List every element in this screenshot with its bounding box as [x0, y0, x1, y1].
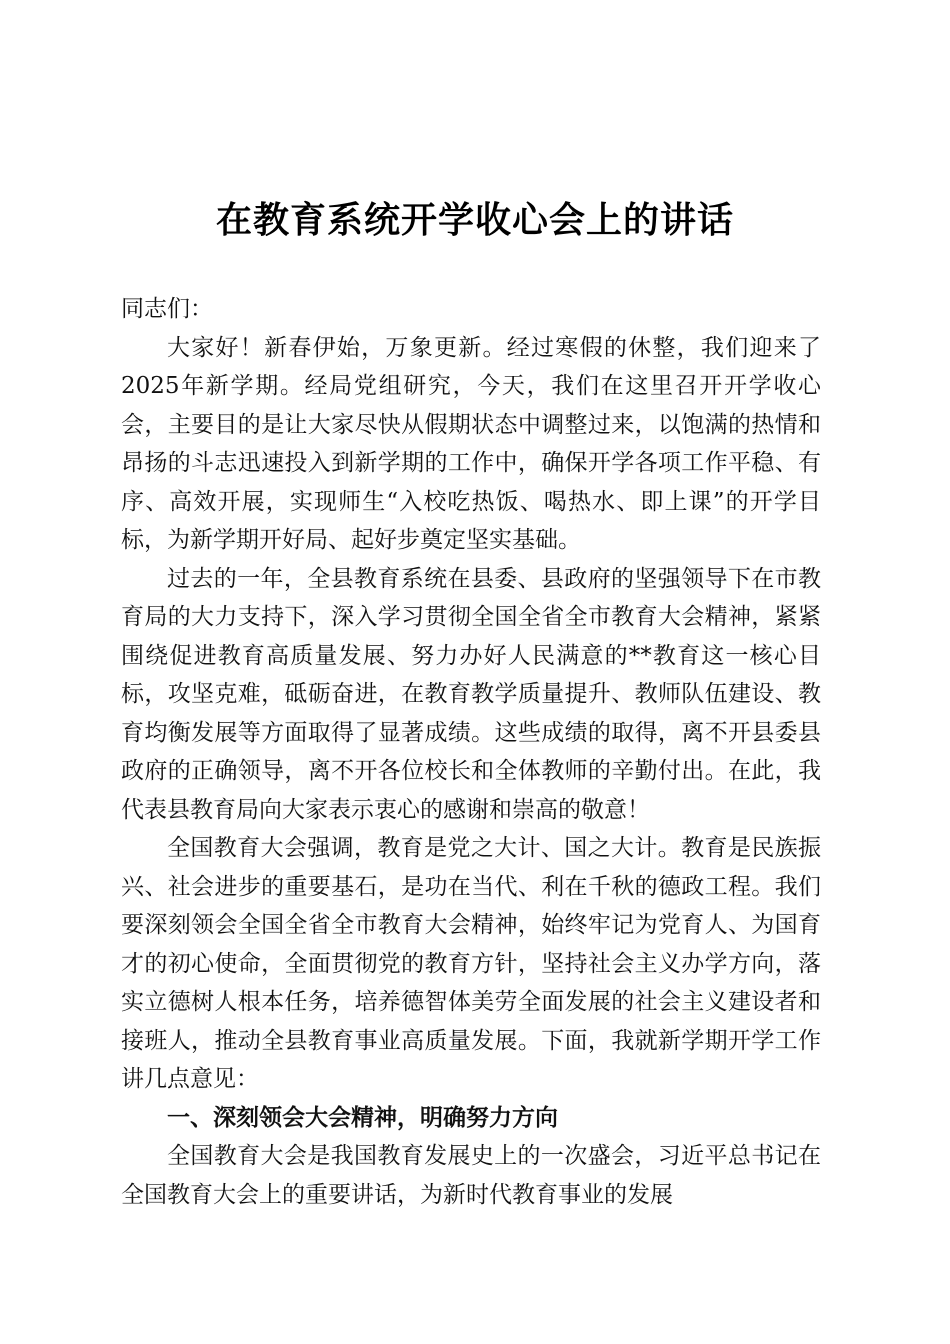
salutation: 同志们：	[121, 296, 213, 322]
section-heading: 一、深刻领会大会精神，明确努力方向	[167, 1104, 558, 1131]
paragraph-conference: 全国教育大会强调，教育是党之大计、国之大计。教育是民族振兴、社会进步的重要基石，是功在当代、利在千秋的德政工程。我们要深刻领会全国全省全市教育大会精神，始终牢记为党育人、为国育才的初心使命，全面贯彻党的教育方针，坚持社会主义办学方向，落实立德树人根本任务，培养德智体美劳全面发展的社会主义建设者和接班人，推动全县教育事业高质量发展。下面，我就新学期开学工作讲几点意见：	[121, 835, 821, 1092]
paragraph-section-one: 全国教育大会是我国教育发展史上的一次盛会，习近平总书记在全国教育大会上的重要讲话，为新时代教育事业的发展	[121, 1143, 821, 1208]
document-title: 在教育系统开学收心会上的讲话	[215, 199, 734, 241]
paragraph-opening: 大家好！新春伊始，万象更新。经过寒假的休整，我们迎来了2025年新学期。经局党组研究，今天，我们在这里召开开学收心会，主要目的是让大家尽快从假期状态中调整过来，以饱满的热情和昂扬的斗志迅速投入到新学期的工作中，确保开学各项工作平稳、有序、高效开展，实现师生“入校吃热饭、喝热水、即上课”的开学目标，为新学期开好局、起好步奠定坚实基础。	[121, 334, 821, 553]
document-body	[121, 290, 821, 1214]
paragraph-achievements: 过去的一年，全县教育系统在县委、县政府的坚强领导下在市教育局的大力支持下，深入学习贯彻全国全省全市教育大会精神，紧紧围绕促进教育高质量发展、努力办好人民满意的**教育这一核心目标，攻坚克难，砥砺奋进，在教育教学质量提升、教师队伍建设、教育均衡发展等方面取得了显著成绩。这些成绩的取得，离不开县委县政府的正确领导，离不开各位校长和全体教师的辛勤付出。在此，我代表县教育局向大家表示衷心的感谢和崇高的敬意！	[121, 565, 821, 823]
